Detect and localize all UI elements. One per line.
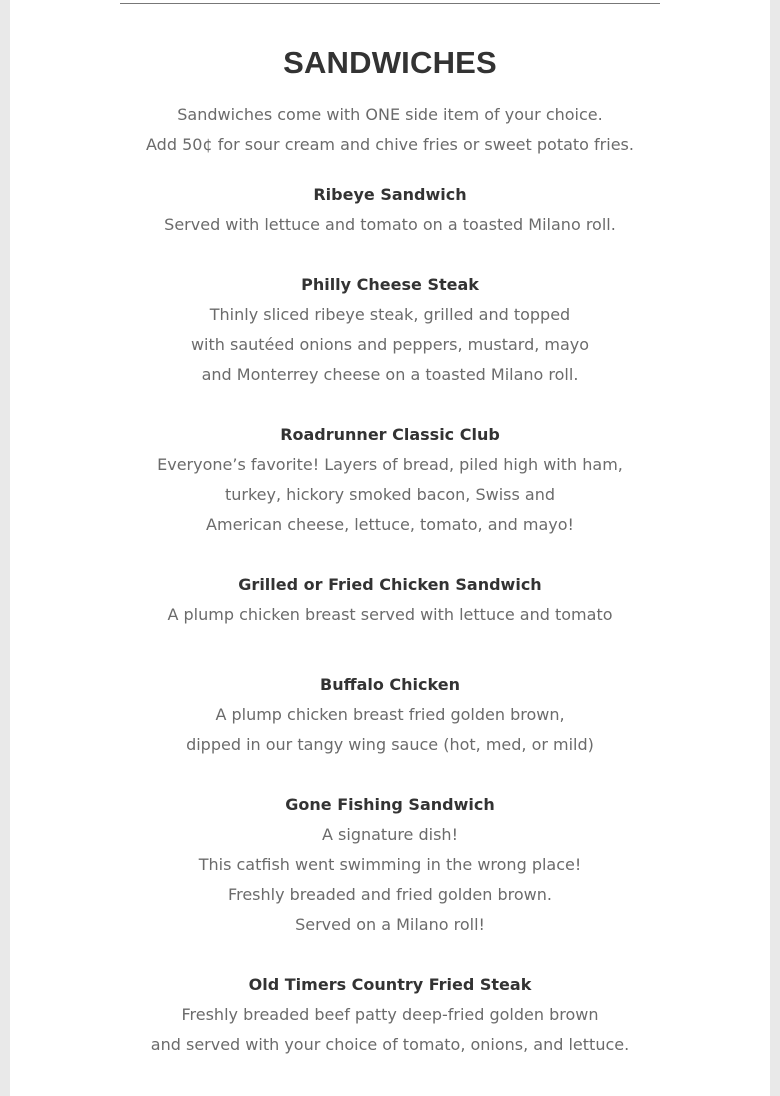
menu-item-name: Gone Fishing Sandwich — [285, 795, 495, 814]
menu-item-name: Ribeye Sandwich — [313, 185, 467, 204]
menu-item-name: Philly Cheese Steak — [301, 275, 479, 294]
menu-item-description: turkey, hickory smoked bacon, Swiss and — [224, 485, 556, 504]
menu-item-description: A plump chicken breast served with lettuce and tomato — [167, 605, 613, 624]
menu-item-description: Thinly sliced ribeye steak, grilled and topped — [209, 305, 571, 324]
menu-item-description: A plump chicken breast fried golden brown, — [215, 705, 565, 724]
menu-item-description: with sautéed onions and peppers, mustard, mayo — [190, 335, 590, 354]
menu-item-description: Everyone’s favorite! Layers of bread, piled high with ham, — [157, 455, 623, 474]
section-heading: SANDWICHES — [283, 45, 497, 80]
menu-item-name: Grilled or Fried Chicken Sandwich — [238, 575, 542, 594]
menu-item-chicken-sandwich — [10, 570, 770, 630]
menu-item-description: Freshly breaded and fried golden brown. — [228, 885, 552, 904]
menu-item-gone-fishing-sandwich — [10, 790, 770, 940]
menu-item-roadrunner-classic-club — [10, 420, 770, 540]
menu-item-name: Old Timers Country Fried Steak — [248, 975, 532, 994]
menu-item-description: A signature dish! — [322, 825, 458, 844]
menu-page — [10, 0, 770, 1096]
top-divider — [120, 3, 660, 4]
menu-item-description: Served on a Milano roll! — [295, 915, 485, 934]
menu-item-old-timers-country-fried-steak — [10, 970, 770, 1060]
menu-item-philly-cheese-steak — [10, 270, 770, 390]
intro-line: Sandwiches come with ONE side item of your choice. — [177, 105, 603, 124]
menu-item-ribeye-sandwich — [10, 180, 770, 240]
menu-item-description: American cheese, lettuce, tomato, and mayo! — [206, 515, 574, 534]
menu-item-description: and Monterrey cheese on a toasted Milano roll. — [201, 365, 579, 384]
intro-line: Add 50¢ for sour cream and chive fries or sweet potato fries. — [146, 135, 634, 154]
menu-item-description: This catfish went swimming in the wrong place! — [198, 855, 582, 874]
menu-item-description: and served with your choice of tomato, onions, and lettuce. — [150, 1035, 630, 1054]
menu-item-buffalo-chicken — [10, 670, 770, 760]
section-intro — [10, 100, 770, 160]
menu-item-description: Served with lettuce and tomato on a toasted Milano roll. — [164, 215, 616, 234]
menu-item-name: Buffalo Chicken — [320, 675, 460, 694]
menu-item-name: Roadrunner Classic Club — [280, 425, 500, 444]
menu-item-description: Freshly breaded beef patty deep-fried golden brown — [181, 1005, 599, 1024]
menu-item-description: dipped in our tangy wing sauce (hot, med, or mild) — [186, 735, 594, 754]
